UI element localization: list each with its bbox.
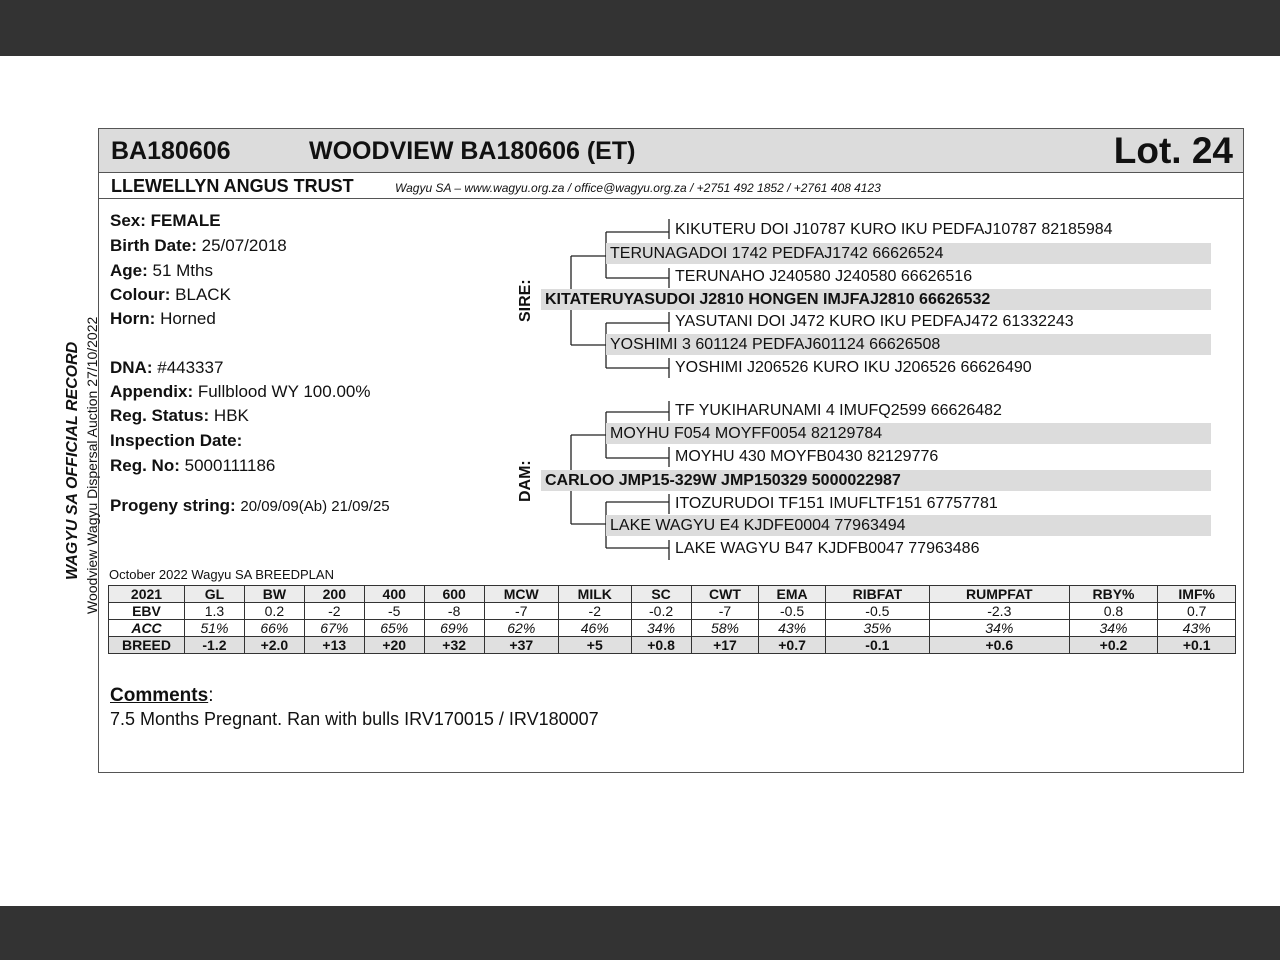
value-cell: 43% <box>759 620 825 637</box>
value-cell: RIBFAT <box>825 586 929 603</box>
value-cell: 200 <box>304 586 364 603</box>
reg-no-value: 5000111186 <box>184 456 276 475</box>
progeny-label: Progeny string: <box>110 496 236 515</box>
value-cell: +0.8 <box>631 637 691 654</box>
value-cell: -0.5 <box>759 603 825 620</box>
horn-label: Horn: <box>110 309 156 328</box>
age-value: 51 Mths <box>152 261 213 280</box>
value-cell: -0.2 <box>631 603 691 620</box>
dna-value: #443337 <box>157 358 224 377</box>
value-cell: -7 <box>691 603 759 620</box>
value-cell: -7 <box>484 603 558 620</box>
value-cell: RUMPFAT <box>930 586 1070 603</box>
dam-label: DAM: <box>517 460 534 502</box>
colour-value: BLACK <box>175 285 231 304</box>
value-cell: 35% <box>825 620 929 637</box>
appendix-value: Fullblood WY 100.00% <box>197 382 371 401</box>
row-label-cell: 2021 <box>109 586 185 603</box>
appendix-field <box>110 382 370 402</box>
row-label-cell: BREED <box>109 637 185 654</box>
value-cell: 34% <box>631 620 691 637</box>
animal-name: WOODVIEW BA180606 (ET) <box>309 137 636 165</box>
value-cell: 600 <box>424 586 484 603</box>
value-cell: -2.3 <box>930 603 1070 620</box>
value-cell: 62% <box>484 620 558 637</box>
value-cell: +13 <box>304 637 364 654</box>
bottom-bar <box>0 906 1280 960</box>
breedplan-ebv-row <box>109 603 1236 620</box>
horn-field <box>110 309 216 329</box>
value-cell: -2 <box>558 603 631 620</box>
animal-record-card <box>98 128 1244 773</box>
value-cell: 400 <box>364 586 424 603</box>
sire-dam-dam-entry: YOSHIMI J206526 KURO IKU J206526 66626490 <box>675 359 1032 376</box>
value-cell: 34% <box>930 620 1070 637</box>
value-cell: 43% <box>1158 620 1236 637</box>
age-field <box>110 261 213 281</box>
value-cell: +0.2 <box>1069 637 1158 654</box>
value-cell: +20 <box>364 637 424 654</box>
inspection-date-field <box>110 431 242 451</box>
dam-sire-entry: MOYHU F054 MOYFF0054 82129784 <box>610 425 883 442</box>
reg-status-value: HBK <box>213 406 249 425</box>
reg-status-label: Reg. Status: <box>110 406 210 425</box>
breedplan-breed-row <box>109 637 1236 654</box>
reg-status-field <box>110 406 249 426</box>
colour-label: Colour: <box>110 285 171 304</box>
value-cell: +2.0 <box>244 637 304 654</box>
sex-value: FEMALE <box>150 211 221 230</box>
dna-label: DNA: <box>110 358 153 377</box>
value-cell: 0.8 <box>1069 603 1158 620</box>
birth-label: Birth Date: <box>110 236 197 255</box>
breedplan-acc-row <box>109 620 1236 637</box>
value-cell: 1.3 <box>185 603 245 620</box>
owner-row <box>99 173 1243 199</box>
value-cell: 0.2 <box>244 603 304 620</box>
value-cell: 65% <box>364 620 424 637</box>
sire-dam-sire-entry: YASUTANI DOI J472 KURO IKU PEDFAJ472 61332243 <box>675 313 1074 330</box>
value-cell: RBY% <box>1069 586 1158 603</box>
official-record-label: WAGYU SA OFFICIAL RECORD <box>64 341 81 580</box>
value-cell: 58% <box>691 620 759 637</box>
value-cell: MILK <box>558 586 631 603</box>
value-cell: IMF% <box>1158 586 1236 603</box>
auction-label: Woodview Wagyu Dispersal Auction 27/10/2022 <box>84 316 100 614</box>
dam-sire-sire-entry: TF YUKIHARUNAMI 4 IMUFQ2599 66626482 <box>675 402 1002 419</box>
sire-entry: KITATERUYASUDOI J2810 HONGEN IMJFAJ2810 66626532 <box>545 291 991 308</box>
sire-sire-dam-entry: TERUNAHO J240580 J240580 66626516 <box>675 268 973 285</box>
dam-dam-entry: LAKE WAGYU E4 KJDFE0004 77963494 <box>610 517 906 534</box>
value-cell: CWT <box>691 586 759 603</box>
value-cell: -2 <box>304 603 364 620</box>
dam-dam-dam-entry: LAKE WAGYU B47 KJDFB0047 77963486 <box>675 540 980 557</box>
birth-value: 25/07/2018 <box>201 236 287 255</box>
value-cell: -0.5 <box>825 603 929 620</box>
reg-no-field <box>110 456 275 476</box>
breedplan-title: October 2022 Wagyu SA BREEDPLAN <box>109 567 334 582</box>
comments-label: Comments <box>110 685 209 706</box>
comments-colon: : <box>208 685 214 706</box>
comments-text: 7.5 Months Pregnant. Ran with bulls IRV170015 / IRV180007 <box>110 709 599 729</box>
sire-sire-entry: TERUNAGADOI 1742 PEDFAJ1742 66626524 <box>610 245 944 262</box>
value-cell: +32 <box>424 637 484 654</box>
dna-field <box>110 358 223 378</box>
birth-date-field <box>110 236 287 256</box>
progeny-field <box>110 496 390 516</box>
lot-number: Lot. 24 <box>1113 130 1233 171</box>
comments-heading <box>110 685 213 707</box>
sire-dam-entry: YOSHIMI 3 601124 PEDFAJ601124 66626508 <box>610 336 941 353</box>
sex-label: Sex: <box>110 211 146 230</box>
value-cell: 66% <box>244 620 304 637</box>
horn-value: Horned <box>160 309 216 328</box>
row-label-cell: EBV <box>109 603 185 620</box>
value-cell: 69% <box>424 620 484 637</box>
sire-label: SIRE: <box>517 279 534 322</box>
inspection-label: Inspection Date: <box>110 431 243 450</box>
value-cell: 67% <box>304 620 364 637</box>
value-cell: +0.7 <box>759 637 825 654</box>
appendix-label: Appendix: <box>110 382 194 401</box>
value-cell: -0.1 <box>825 637 929 654</box>
value-cell: MCW <box>484 586 558 603</box>
value-cell: GL <box>185 586 245 603</box>
breedplan-header-row <box>109 586 1236 603</box>
row-label-cell: ACC <box>109 620 185 637</box>
value-cell: 0.7 <box>1158 603 1236 620</box>
dam-dam-sire-entry: ITOZURUDOI TF151 IMUFLTF151 67757781 <box>675 495 998 512</box>
value-cell: +17 <box>691 637 759 654</box>
sire-sire-sire-entry: KIKUTERU DOI J10787 KURO IKU PEDFAJ10787 82185984 <box>675 221 1113 238</box>
value-cell: +37 <box>484 637 558 654</box>
value-cell: -8 <box>424 603 484 620</box>
value-cell: EMA <box>759 586 825 603</box>
value-cell: 51% <box>185 620 245 637</box>
value-cell: -5 <box>364 603 424 620</box>
sex-field <box>110 211 221 231</box>
breedplan-table <box>108 585 1236 654</box>
contact-info: Wagyu SA – www.wagyu.org.za / office@wagyu.org.za / +2751 492 1852 / +2761 408 4123 <box>395 181 881 195</box>
progeny-value: 20/09/09(Ab) 21/09/25 <box>240 498 390 515</box>
value-cell: +0.1 <box>1158 637 1236 654</box>
value-cell: 46% <box>558 620 631 637</box>
value-cell: SC <box>631 586 691 603</box>
value-cell: +5 <box>558 637 631 654</box>
value-cell: BW <box>244 586 304 603</box>
value-cell: 34% <box>1069 620 1158 637</box>
owner-name: LLEWELLYN ANGUS TRUST <box>111 176 354 196</box>
reg-no-label: Reg. No: <box>110 456 180 475</box>
dam-entry: CARLOO JMP15-329W JMP150329 5000022987 <box>545 472 901 489</box>
animal-id: BA180606 <box>111 137 231 165</box>
age-label: Age: <box>110 261 148 280</box>
value-cell: +0.6 <box>930 637 1070 654</box>
top-bar <box>0 0 1280 56</box>
record-header <box>99 129 1243 173</box>
dam-sire-dam-entry: MOYHU 430 MOYFB0430 82129776 <box>675 448 939 465</box>
colour-field <box>110 285 231 305</box>
value-cell: -1.2 <box>185 637 245 654</box>
